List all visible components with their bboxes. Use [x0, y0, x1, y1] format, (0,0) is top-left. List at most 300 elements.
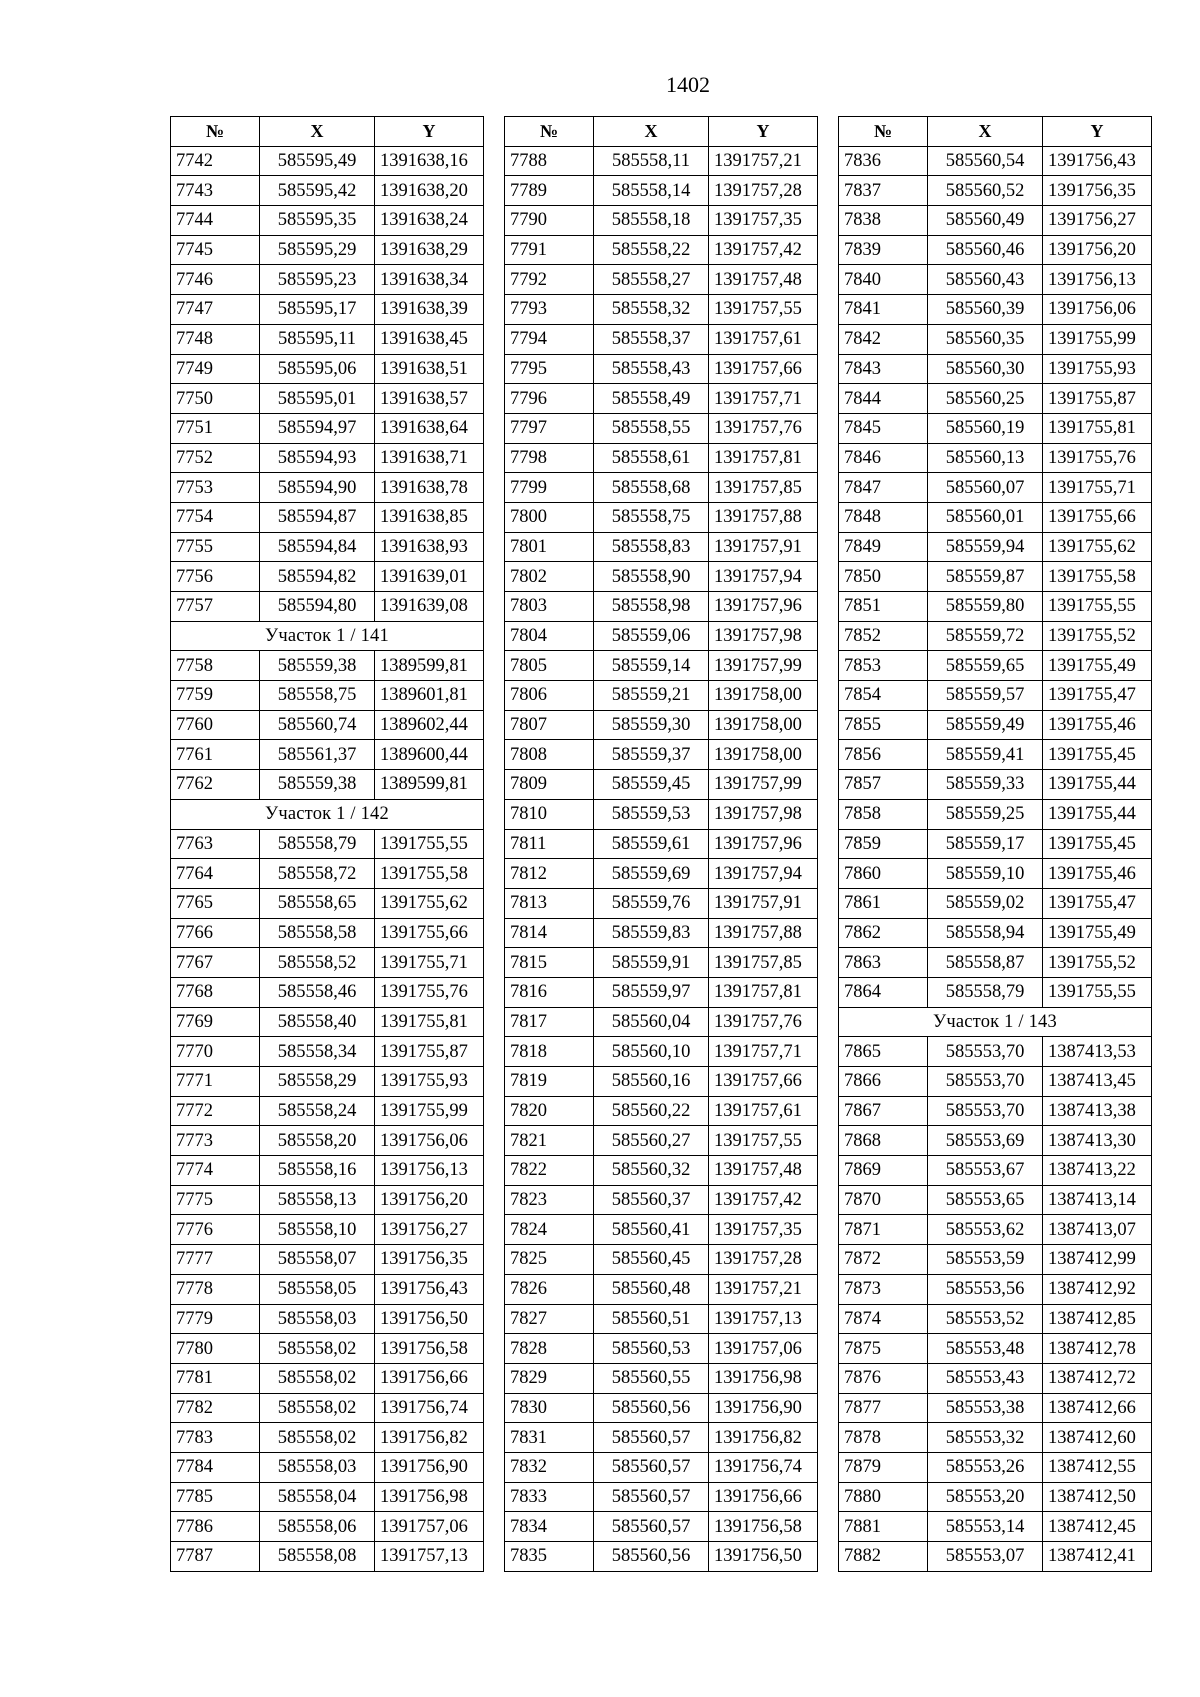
table-header-row	[171, 117, 484, 147]
table-row	[505, 1245, 818, 1275]
section-title: Участок 1 / 141	[171, 621, 484, 651]
x-coordinate-cell: 585558,14	[594, 176, 709, 206]
point-number-cell: 7861	[839, 888, 928, 918]
point-number-cell: 7794	[505, 324, 594, 354]
y-coordinate-cell: 1391756,66	[375, 1363, 484, 1393]
x-coordinate-cell: 585560,57	[594, 1452, 709, 1482]
table-row	[505, 948, 818, 978]
y-coordinate-cell: 1391638,85	[375, 502, 484, 532]
y-coordinate-cell: 1391756,74	[375, 1393, 484, 1423]
section-row	[171, 621, 484, 651]
table-row	[505, 859, 818, 889]
x-coordinate-cell: 585553,43	[928, 1363, 1043, 1393]
point-number-cell: 7744	[171, 206, 260, 236]
point-number-cell: 7827	[505, 1304, 594, 1334]
section-title: Участок 1 / 142	[171, 799, 484, 829]
point-number-cell: 7773	[171, 1126, 260, 1156]
point-number-cell: 7776	[171, 1215, 260, 1245]
point-number-cell: 7813	[505, 888, 594, 918]
table-row	[839, 443, 1152, 473]
table-row	[839, 413, 1152, 443]
y-coordinate-cell: 1391757,28	[709, 1245, 818, 1275]
y-coordinate-cell: 1387413,53	[1043, 1037, 1152, 1067]
y-coordinate-cell: 1387412,92	[1043, 1274, 1152, 1304]
y-coordinate-cell: 1391757,91	[709, 888, 818, 918]
point-number-cell: 7840	[839, 265, 928, 295]
x-coordinate-cell: 585558,11	[594, 146, 709, 176]
x-coordinate-cell: 585560,39	[928, 295, 1043, 325]
y-coordinate-cell: 1391638,45	[375, 324, 484, 354]
y-coordinate-cell: 1387412,99	[1043, 1245, 1152, 1275]
point-number-cell: 7839	[839, 235, 928, 265]
table-row	[171, 710, 484, 740]
y-coordinate-cell: 1391756,06	[375, 1126, 484, 1156]
y-coordinate-cell: 1387412,60	[1043, 1423, 1152, 1453]
x-coordinate-cell: 585553,38	[928, 1393, 1043, 1423]
x-coordinate-cell: 585558,94	[928, 918, 1043, 948]
table-row	[505, 799, 818, 829]
x-coordinate-cell: 585561,37	[260, 740, 375, 770]
x-coordinate-cell: 585560,41	[594, 1215, 709, 1245]
table-row	[505, 651, 818, 681]
point-number-cell: 7791	[505, 235, 594, 265]
table-row	[171, 146, 484, 176]
point-number-cell: 7769	[171, 1007, 260, 1037]
y-coordinate-cell: 1391757,85	[709, 948, 818, 978]
y-coordinate-cell: 1391757,21	[709, 146, 818, 176]
table-row	[839, 1126, 1152, 1156]
x-coordinate-cell: 585558,46	[260, 977, 375, 1007]
point-number-cell: 7770	[171, 1037, 260, 1067]
table-row	[505, 146, 818, 176]
point-number-cell: 7882	[839, 1542, 928, 1572]
point-number-cell: 7753	[171, 473, 260, 503]
point-number-cell: 7784	[171, 1452, 260, 1482]
y-coordinate-cell: 1391755,58	[375, 859, 484, 889]
x-coordinate-cell: 585558,87	[928, 948, 1043, 978]
x-coordinate-cell: 585560,37	[594, 1185, 709, 1215]
y-coordinate-cell: 1389599,81	[375, 651, 484, 681]
point-number-cell: 7778	[171, 1274, 260, 1304]
x-coordinate-cell: 585559,25	[928, 799, 1043, 829]
x-coordinate-cell: 585560,54	[928, 146, 1043, 176]
x-coordinate-cell: 585559,83	[594, 918, 709, 948]
y-coordinate-cell: 1391756,58	[375, 1334, 484, 1364]
x-coordinate-cell: 585560,19	[928, 413, 1043, 443]
point-number-cell: 7743	[171, 176, 260, 206]
x-coordinate-cell: 585558,61	[594, 443, 709, 473]
table-row	[171, 859, 484, 889]
table-row	[505, 384, 818, 414]
point-number-cell: 7853	[839, 651, 928, 681]
y-coordinate-cell: 1391755,52	[1043, 621, 1152, 651]
y-coordinate-cell: 1391638,51	[375, 354, 484, 384]
table-row	[505, 1126, 818, 1156]
point-number-cell: 7870	[839, 1185, 928, 1215]
x-coordinate-cell: 585595,17	[260, 295, 375, 325]
y-coordinate-cell: 1389601,81	[375, 681, 484, 711]
x-coordinate-cell: 585558,02	[260, 1393, 375, 1423]
x-coordinate-cell: 585560,74	[260, 710, 375, 740]
point-number-cell: 7819	[505, 1067, 594, 1097]
y-coordinate-cell: 1391756,50	[375, 1304, 484, 1334]
y-coordinate-cell: 1391757,13	[709, 1304, 818, 1334]
point-number-cell: 7835	[505, 1542, 594, 1572]
header-number: №	[839, 117, 928, 147]
x-coordinate-cell: 585560,16	[594, 1067, 709, 1097]
table-row	[839, 1542, 1152, 1572]
y-coordinate-cell: 1391757,06	[375, 1512, 484, 1542]
x-coordinate-cell: 585559,37	[594, 740, 709, 770]
x-coordinate-cell: 585558,34	[260, 1037, 375, 1067]
y-coordinate-cell: 1391756,27	[375, 1215, 484, 1245]
point-number-cell: 7750	[171, 384, 260, 414]
point-number-cell: 7873	[839, 1274, 928, 1304]
y-coordinate-cell: 1391755,76	[375, 977, 484, 1007]
y-coordinate-cell: 1391755,87	[375, 1037, 484, 1067]
x-coordinate-cell: 585559,69	[594, 859, 709, 889]
x-coordinate-cell: 585559,14	[594, 651, 709, 681]
y-coordinate-cell: 1391756,35	[375, 1245, 484, 1275]
table-row	[171, 948, 484, 978]
point-number-cell: 7879	[839, 1452, 928, 1482]
point-number-cell: 7851	[839, 592, 928, 622]
y-coordinate-cell: 1391755,71	[1043, 473, 1152, 503]
table-row	[505, 1067, 818, 1097]
y-coordinate-cell: 1391755,62	[375, 888, 484, 918]
point-number-cell: 7802	[505, 562, 594, 592]
y-coordinate-cell: 1391758,00	[709, 710, 818, 740]
table-row	[171, 384, 484, 414]
y-coordinate-cell: 1389600,44	[375, 740, 484, 770]
table-row	[839, 770, 1152, 800]
point-number-cell: 7758	[171, 651, 260, 681]
y-coordinate-cell: 1391638,57	[375, 384, 484, 414]
x-coordinate-cell: 585553,26	[928, 1452, 1043, 1482]
y-coordinate-cell: 1391755,52	[1043, 948, 1152, 978]
y-coordinate-cell: 1391755,46	[1043, 710, 1152, 740]
point-number-cell: 7844	[839, 384, 928, 414]
point-number-cell: 7848	[839, 502, 928, 532]
table-row	[505, 1096, 818, 1126]
table-row	[505, 1037, 818, 1067]
point-number-cell: 7812	[505, 859, 594, 889]
point-number-cell: 7745	[171, 235, 260, 265]
table-row	[839, 295, 1152, 325]
table-row	[171, 1274, 484, 1304]
x-coordinate-cell: 585553,20	[928, 1482, 1043, 1512]
x-coordinate-cell: 585558,75	[594, 502, 709, 532]
y-coordinate-cell: 1391757,48	[709, 265, 818, 295]
x-coordinate-cell: 585553,52	[928, 1304, 1043, 1334]
x-coordinate-cell: 585553,67	[928, 1156, 1043, 1186]
table-row	[505, 1304, 818, 1334]
point-number-cell: 7756	[171, 562, 260, 592]
point-number-cell: 7818	[505, 1037, 594, 1067]
point-number-cell: 7857	[839, 770, 928, 800]
y-coordinate-cell: 1391756,58	[709, 1512, 818, 1542]
x-coordinate-cell: 585595,06	[260, 354, 375, 384]
table-row	[505, 710, 818, 740]
section-title: Участок 1 / 143	[839, 1007, 1152, 1037]
x-coordinate-cell: 585594,90	[260, 473, 375, 503]
table-row	[505, 829, 818, 859]
table-row	[171, 413, 484, 443]
table-row	[839, 1096, 1152, 1126]
table-row	[839, 681, 1152, 711]
point-number-cell: 7782	[171, 1393, 260, 1423]
table-row	[171, 443, 484, 473]
point-number-cell: 7874	[839, 1304, 928, 1334]
y-coordinate-cell: 1391757,96	[709, 592, 818, 622]
table-row	[171, 532, 484, 562]
point-number-cell: 7841	[839, 295, 928, 325]
header-y: Y	[709, 117, 818, 147]
table-row	[839, 1304, 1152, 1334]
y-coordinate-cell: 1391757,76	[709, 1007, 818, 1037]
header-number: №	[171, 117, 260, 147]
y-coordinate-cell: 1391757,91	[709, 532, 818, 562]
x-coordinate-cell: 585559,53	[594, 799, 709, 829]
x-coordinate-cell: 585560,01	[928, 502, 1043, 532]
x-coordinate-cell: 585558,27	[594, 265, 709, 295]
table-row	[505, 295, 818, 325]
x-coordinate-cell: 585595,35	[260, 206, 375, 236]
y-coordinate-cell: 1391755,58	[1043, 562, 1152, 592]
table-row	[839, 562, 1152, 592]
x-coordinate-cell: 585558,29	[260, 1067, 375, 1097]
table-row	[505, 770, 818, 800]
y-coordinate-cell: 1391638,29	[375, 235, 484, 265]
table-row	[505, 1363, 818, 1393]
y-coordinate-cell: 1391755,76	[1043, 443, 1152, 473]
y-coordinate-cell: 1391755,46	[1043, 859, 1152, 889]
x-coordinate-cell: 585560,32	[594, 1156, 709, 1186]
table-row	[839, 829, 1152, 859]
table-row	[839, 1037, 1152, 1067]
y-coordinate-cell: 1391755,87	[1043, 384, 1152, 414]
table-row	[839, 621, 1152, 651]
table-row	[505, 1156, 818, 1186]
table-row	[839, 176, 1152, 206]
point-number-cell: 7855	[839, 710, 928, 740]
point-number-cell: 7814	[505, 918, 594, 948]
x-coordinate-cell: 585595,49	[260, 146, 375, 176]
table-row	[171, 1334, 484, 1364]
table-row	[839, 710, 1152, 740]
x-coordinate-cell: 585594,97	[260, 413, 375, 443]
point-number-cell: 7801	[505, 532, 594, 562]
x-coordinate-cell: 585560,43	[928, 265, 1043, 295]
x-coordinate-cell: 585558,79	[260, 829, 375, 859]
table-row	[171, 1245, 484, 1275]
table-row	[171, 1037, 484, 1067]
table-row	[839, 1452, 1152, 1482]
x-coordinate-cell: 585560,30	[928, 354, 1043, 384]
x-coordinate-cell: 585553,62	[928, 1215, 1043, 1245]
table-row	[171, 977, 484, 1007]
x-coordinate-cell: 585560,13	[928, 443, 1043, 473]
y-coordinate-cell: 1387412,45	[1043, 1512, 1152, 1542]
table-row	[505, 888, 818, 918]
x-coordinate-cell: 585558,72	[260, 859, 375, 889]
point-number-cell: 7816	[505, 977, 594, 1007]
x-coordinate-cell: 585594,82	[260, 562, 375, 592]
point-number-cell: 7765	[171, 888, 260, 918]
table-row	[505, 324, 818, 354]
table-row	[505, 1512, 818, 1542]
x-coordinate-cell: 585558,90	[594, 562, 709, 592]
header-x: X	[260, 117, 375, 147]
x-coordinate-cell: 585560,49	[928, 206, 1043, 236]
point-number-cell: 7771	[171, 1067, 260, 1097]
x-coordinate-cell: 585560,22	[594, 1096, 709, 1126]
point-number-cell: 7881	[839, 1512, 928, 1542]
y-coordinate-cell: 1391755,99	[1043, 324, 1152, 354]
x-coordinate-cell: 585560,57	[594, 1512, 709, 1542]
y-coordinate-cell: 1391756,20	[375, 1185, 484, 1215]
x-coordinate-cell: 585559,91	[594, 948, 709, 978]
point-number-cell: 7788	[505, 146, 594, 176]
x-coordinate-cell: 585558,02	[260, 1363, 375, 1393]
point-number-cell: 7829	[505, 1363, 594, 1393]
x-coordinate-cell: 585558,03	[260, 1304, 375, 1334]
point-number-cell: 7767	[171, 948, 260, 978]
table-row	[505, 1452, 818, 1482]
point-number-cell: 7748	[171, 324, 260, 354]
table-row	[505, 502, 818, 532]
x-coordinate-cell: 585553,48	[928, 1334, 1043, 1364]
y-coordinate-cell: 1391638,16	[375, 146, 484, 176]
y-coordinate-cell: 1391756,06	[1043, 295, 1152, 325]
table-row	[505, 176, 818, 206]
point-number-cell: 7843	[839, 354, 928, 384]
table-row	[505, 1542, 818, 1572]
x-coordinate-cell: 585559,06	[594, 621, 709, 651]
y-coordinate-cell: 1391755,71	[375, 948, 484, 978]
x-coordinate-cell: 585558,08	[260, 1542, 375, 1572]
point-number-cell: 7849	[839, 532, 928, 562]
table-row	[839, 1334, 1152, 1364]
table-row	[171, 265, 484, 295]
table-row	[171, 324, 484, 354]
y-coordinate-cell: 1391757,42	[709, 235, 818, 265]
table-row	[171, 740, 484, 770]
x-coordinate-cell: 585558,05	[260, 1274, 375, 1304]
table-row	[839, 354, 1152, 384]
y-coordinate-cell: 1391758,00	[709, 681, 818, 711]
point-number-cell: 7834	[505, 1512, 594, 1542]
table-row	[839, 384, 1152, 414]
table-row	[171, 1007, 484, 1037]
y-coordinate-cell: 1387413,30	[1043, 1126, 1152, 1156]
table-row	[505, 473, 818, 503]
point-number-cell: 7746	[171, 265, 260, 295]
x-coordinate-cell: 585595,01	[260, 384, 375, 414]
y-coordinate-cell: 1391757,88	[709, 502, 818, 532]
table-row	[171, 592, 484, 622]
y-coordinate-cell: 1391755,66	[1043, 502, 1152, 532]
table-row	[171, 354, 484, 384]
y-coordinate-cell: 1387412,72	[1043, 1363, 1152, 1393]
x-coordinate-cell: 585558,55	[594, 413, 709, 443]
point-number-cell: 7862	[839, 918, 928, 948]
x-coordinate-cell: 585558,49	[594, 384, 709, 414]
point-number-cell: 7876	[839, 1363, 928, 1393]
y-coordinate-cell: 1391758,00	[709, 740, 818, 770]
y-coordinate-cell: 1391757,71	[709, 384, 818, 414]
table-row	[505, 206, 818, 236]
y-coordinate-cell: 1391757,99	[709, 651, 818, 681]
point-number-cell: 7872	[839, 1245, 928, 1275]
table-row	[171, 235, 484, 265]
point-number-cell: 7852	[839, 621, 928, 651]
x-coordinate-cell: 585559,61	[594, 829, 709, 859]
point-number-cell: 7837	[839, 176, 928, 206]
point-number-cell: 7763	[171, 829, 260, 859]
x-coordinate-cell: 585560,52	[928, 176, 1043, 206]
x-coordinate-cell: 585560,25	[928, 384, 1043, 414]
y-coordinate-cell: 1391638,71	[375, 443, 484, 473]
y-coordinate-cell: 1391756,43	[375, 1274, 484, 1304]
x-coordinate-cell: 585559,87	[928, 562, 1043, 592]
y-coordinate-cell: 1391757,48	[709, 1156, 818, 1186]
point-number-cell: 7820	[505, 1096, 594, 1126]
y-coordinate-cell: 1391757,06	[709, 1334, 818, 1364]
x-coordinate-cell: 585560,35	[928, 324, 1043, 354]
table-row	[839, 324, 1152, 354]
y-coordinate-cell: 1387412,85	[1043, 1304, 1152, 1334]
x-coordinate-cell: 585559,38	[260, 651, 375, 681]
point-number-cell: 7833	[505, 1482, 594, 1512]
x-coordinate-cell: 585558,24	[260, 1096, 375, 1126]
y-coordinate-cell: 1391757,35	[709, 1215, 818, 1245]
x-coordinate-cell: 585559,02	[928, 888, 1043, 918]
point-number-cell: 7766	[171, 918, 260, 948]
table-row	[171, 1393, 484, 1423]
y-coordinate-cell: 1387413,07	[1043, 1215, 1152, 1245]
table-row	[171, 1423, 484, 1453]
point-number-cell: 7846	[839, 443, 928, 473]
x-coordinate-cell: 585558,02	[260, 1334, 375, 1364]
point-number-cell: 7811	[505, 829, 594, 859]
table-row	[505, 1215, 818, 1245]
header-x: X	[594, 117, 709, 147]
y-coordinate-cell: 1391755,47	[1043, 888, 1152, 918]
x-coordinate-cell: 585559,97	[594, 977, 709, 1007]
table-row	[839, 146, 1152, 176]
point-number-cell: 7789	[505, 176, 594, 206]
point-number-cell: 7752	[171, 443, 260, 473]
y-coordinate-cell: 1391755,44	[1043, 770, 1152, 800]
y-coordinate-cell: 1389599,81	[375, 770, 484, 800]
table-row	[839, 918, 1152, 948]
coordinates-table-1	[170, 116, 484, 1572]
x-coordinate-cell: 585560,57	[594, 1482, 709, 1512]
point-number-cell: 7854	[839, 681, 928, 711]
x-coordinate-cell: 585560,57	[594, 1423, 709, 1453]
table-row	[505, 621, 818, 651]
x-coordinate-cell: 585594,87	[260, 502, 375, 532]
table-header-row	[505, 117, 818, 147]
x-coordinate-cell: 585595,11	[260, 324, 375, 354]
table-row	[839, 651, 1152, 681]
point-number-cell: 7864	[839, 977, 928, 1007]
point-number-cell: 7806	[505, 681, 594, 711]
x-coordinate-cell: 585553,65	[928, 1185, 1043, 1215]
table-row	[839, 206, 1152, 236]
table-row	[505, 977, 818, 1007]
